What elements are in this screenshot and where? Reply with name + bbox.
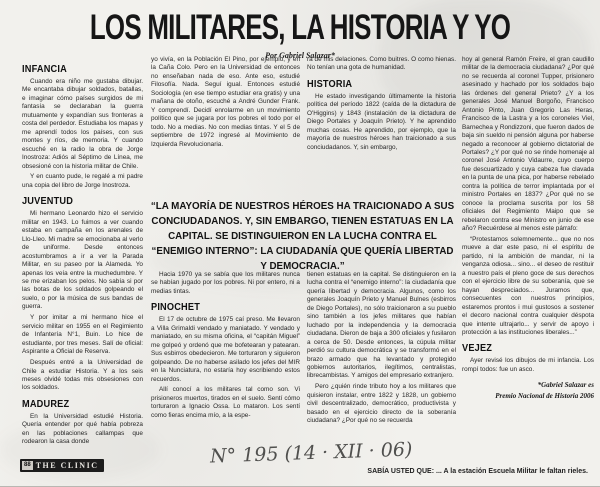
- paragraph: hoy al general Ramón Freire, el gran caudillo militar de la democracia ciudadana? ¿Por qué no se recuerda al coronel Tupper, prisionero asesinado y hachado por los soldados bajo las órdenes del general Prieto? ¿Y a los generales José Manuel Borgoño, Francisco Antonio Pinto, Juan Gregorio Las Heras, Francisco de la Lastra y a los coroneles Viel, Barnechea y Rondizzoni, que fueron dados de baja sin sueldo ni pensión alguna por haberse negado a reconocer al gobierno dictatorial de Portales? ¿Y por qué no se rinde homenaje al coronel José Antonio Vidaurre, cuyo cuerpo fue descuartizado y cuya cabeza fue clavada en la punta de una pica, por haberse rebelado contra la política de terror implantada por el ministro Portales en 1837? ¿Por qué no se conoce la proclama suscrita por los 58 oficiales del Regimiento Maipo que se rebelaron contra ese Ministro en junio de ese año? Recuérdese al menos este párrafo:: [462, 56, 594, 233]
- paragraph: El 17 de octubre de 1975 caí preso. Me llevaron a Villa Grimaldi vendado y maniatado. Y vendado y maniatado, en su misma oficina, el “capitán Miguel” me golpeó y ordenó que me bofetearan y patearan. Sus esbirros obedecieron. Me torturaron y siguieron golpeando. De no haberse asilado los jefes del MIR en la Nunciatura, no estaría hoy escribiendo estos recuerdos.: [151, 316, 300, 383]
- paragraph: ra de mis delaciones. Como buitres. O como hienas. No tenían una gota de humanidad.: [307, 56, 456, 72]
- footer-fact-strip: SABÍA USTED QUE: ... A la estación Escuela Militar le faltan rieles.: [367, 468, 588, 475]
- handwritten-issue-annotation: N° 195 (14 · XII · 06): [209, 438, 413, 468]
- section-heading-juventud: JUVENTUD: [22, 196, 74, 208]
- column-2-upper: [151, 56, 300, 151]
- author-credit-line: Premio Nacional de Historia 2006: [495, 391, 594, 400]
- paragraph: Y en cuanto pude, le regalé a mi padre una copia del libro de Jorge Inostroza.: [22, 173, 143, 189]
- paragraph: Mi hermano Leonardo hizo el servicio militar en 1943. Lo fuimos a ver cuando estaba en campaña en los arenales de Llo-Lleo. Mi madre se emocionaba al verlo de uniforme. Desde entonces acostumbramos a ir a ver la Parada Militar, en su paseo por la Alameda. Yo apenas los veía entre la muchedumbre. Y se me erizaban los pelos. No sabía si por las botas de los soldados golpeando el suelo, o por la música de sus bandas de guerra.: [22, 210, 143, 311]
- author-credit: [462, 380, 594, 401]
- paragraph: tienen estatuas en la capital. Se distinguieron en la lucha contra el “enemigo interno”: la ciudadanía que quería libertad y democracia. Algunos, como los generales Joaquín Prieto y Manuel Bulnes (esbirros de Diego Portales), no sólo traicionaron a su pueblo sino también a los jefes militares que habían luchado por la independencia y la democracia ciudadana. Dieron de baja a 300 oficiales y fusilaron a cerca de 50. Desde entonces, la cúpula militar perdió su cultura democrática y se transformó en el brazo armado que ha levantado y protegido gobiernos autoritarios, ilegítimos, centralistas, librecambistas. Y amigos del empresario extranjero.: [307, 271, 456, 380]
- paragraph: Ayer revisé los dibujos de mi infancia. Los rompí todos: fue un asco.: [462, 357, 594, 373]
- paragraph: “Protestamos solemnemente... que no nos mueve a dar este paso, ni el espíritu de partido, ni la ambición de mandar, ni la venganza odiosa... sino... el deseo de restituir a nuestro país el pleno goce de sus derechos con el ejercicio libre de su soberanía, que se hayan despreciados... Juramos que, consecuentes con nuestros principios, estaremos prontos i mui gustosos a sostener el decoro nacional contra cualquier déspota que intente ultrajarlo... y servir de apoyo i protección a las instituciones liberales...”: [462, 236, 594, 336]
- column-3-lower: [307, 271, 456, 428]
- section-heading-vejez: VEJEZ: [462, 343, 493, 355]
- section-heading-infancia: INFANCIA: [22, 64, 67, 75]
- paragraph: Después entré a la Universidad de Chile a estudiar Historia. Y a los seis meses olvidé todas mis obsesiones con los soldados.: [22, 359, 143, 392]
- section-heading-madurez: MADUREZ: [22, 398, 70, 410]
- column-4: [462, 56, 594, 401]
- paragraph: Allí conocí a los militares tal como son. Vi prisioneros muertos, tirados en el suelo. Sentí cómo torturaron a Ignacio Ossa. Lo mataron. Los sentí como fieras encima mío, a la espe-: [151, 386, 300, 419]
- paragraph: yo vivía, en la Población El Pino, por ejemplo, y en la Caña Colo. Pero en la Universidad de entonces no enseñaban nada de eso. Ante eso, estudié Filosofía. Nada. Seguí igual. Entonces estudié Sociología (en ese tiempo estudiar era gratis) y una mañana de otoño, escuché a André Gunder Frank. Y comprendí. Decidí enrolarme en un movimiento político que se jugara por los pobres el todo por el todo. No a medias. No con medias tintas. Y el 5 de septiembre de 1972 ingresé al Movimiento de Izquierda Revolucionaria.: [151, 56, 300, 148]
- paragraph: Hacia 1970 ya se sabía que los militares nunca se habían jugado por los pobres. Ni por entero, ni a medias tintas.: [151, 271, 300, 295]
- article-byline: Por Gabriel Salazar*: [265, 51, 335, 60]
- paragraph: He estado investigando últimamente la historia política del período 1822 (caída de la dictadura de O'Higgins) y 1843 (instalación de la dictadura de Diego Portales y Joaquín Prieto). Y he aprendido muchas cosas. He aprendido, por ejemplo, que la mayoría de nuestros héroes han traicionado a sus conciudadanos. Y, sin embargo,: [307, 92, 456, 151]
- author-credit-line: *Gabriel Salazar es: [537, 381, 594, 390]
- article-title: LOS MILITARES, LA HISTORIA Y YO: [89, 8, 511, 47]
- paragraph: Pero ¿quién rinde tributo hoy a los militares que quisieron instalar, entre 1822 y 1828, un gobierno civil descentralizado, democrático, productivista y basado en el ejercicio directo de la soberanía ciudadana? ¿Por qué no se recuerda: [307, 383, 456, 425]
- paragraph: Cuando era niño me gustaba dibujar. Me encantaba dibujar soldados, batallas, e imaginar cómo países surgidos de mi fantasía se declaraban la guerra mutuamente y expandían sus fronteras a costa del perdedor. Estudiaba los mapas y me aprendí todos los países, con sus montes y ríos, de memoria. Y cuando escuché en la radio la obra de Jorge Inostroza: Adiós al Séptimo de Línea, me obsesioné con la historia militar de Chile.: [22, 78, 143, 170]
- paragraph: Y por imitar a mi hermano hice el servicio militar en 1955 en el Regimiento de Infantería N°1, Buin. Lo hice de estudiante, por tres meses. Salí de oficial: Aspirante a Oficial de Reserva.: [22, 314, 143, 356]
- column-3-upper: [307, 56, 456, 155]
- page-number: 88: [24, 462, 31, 469]
- paragraph: En la Universidad estudié Historia. Quería entender por qué había pobreza en las poblaciones callampas que rodearon la casa donde: [22, 412, 143, 446]
- the-clinic-logo: [20, 459, 104, 472]
- masthead: [0, 8, 600, 60]
- publication-name: THE CLINIC: [35, 461, 99, 470]
- pull-quote: “LA MAYORÍA DE NUESTROS HÉROES HA TRAICIONADO A SUS CONCIUDADANOS. Y, SIN EMBARGO, TIENEN ESTATUAS EN LA CAPITAL. SE DISTINGUIERON EN LA LUCHA CONTRA EL “ENEMIGO INTERNO”: LA CIUDADANÍA QUE QUERÍA LIBERTAD Y DEMOCRACIA.”: [150, 201, 455, 272]
- section-heading-pinochet: PINOCHET: [151, 302, 201, 314]
- column-1: [22, 64, 143, 449]
- column-2-lower: [151, 271, 300, 423]
- section-heading-historia: HISTORIA: [307, 78, 353, 90]
